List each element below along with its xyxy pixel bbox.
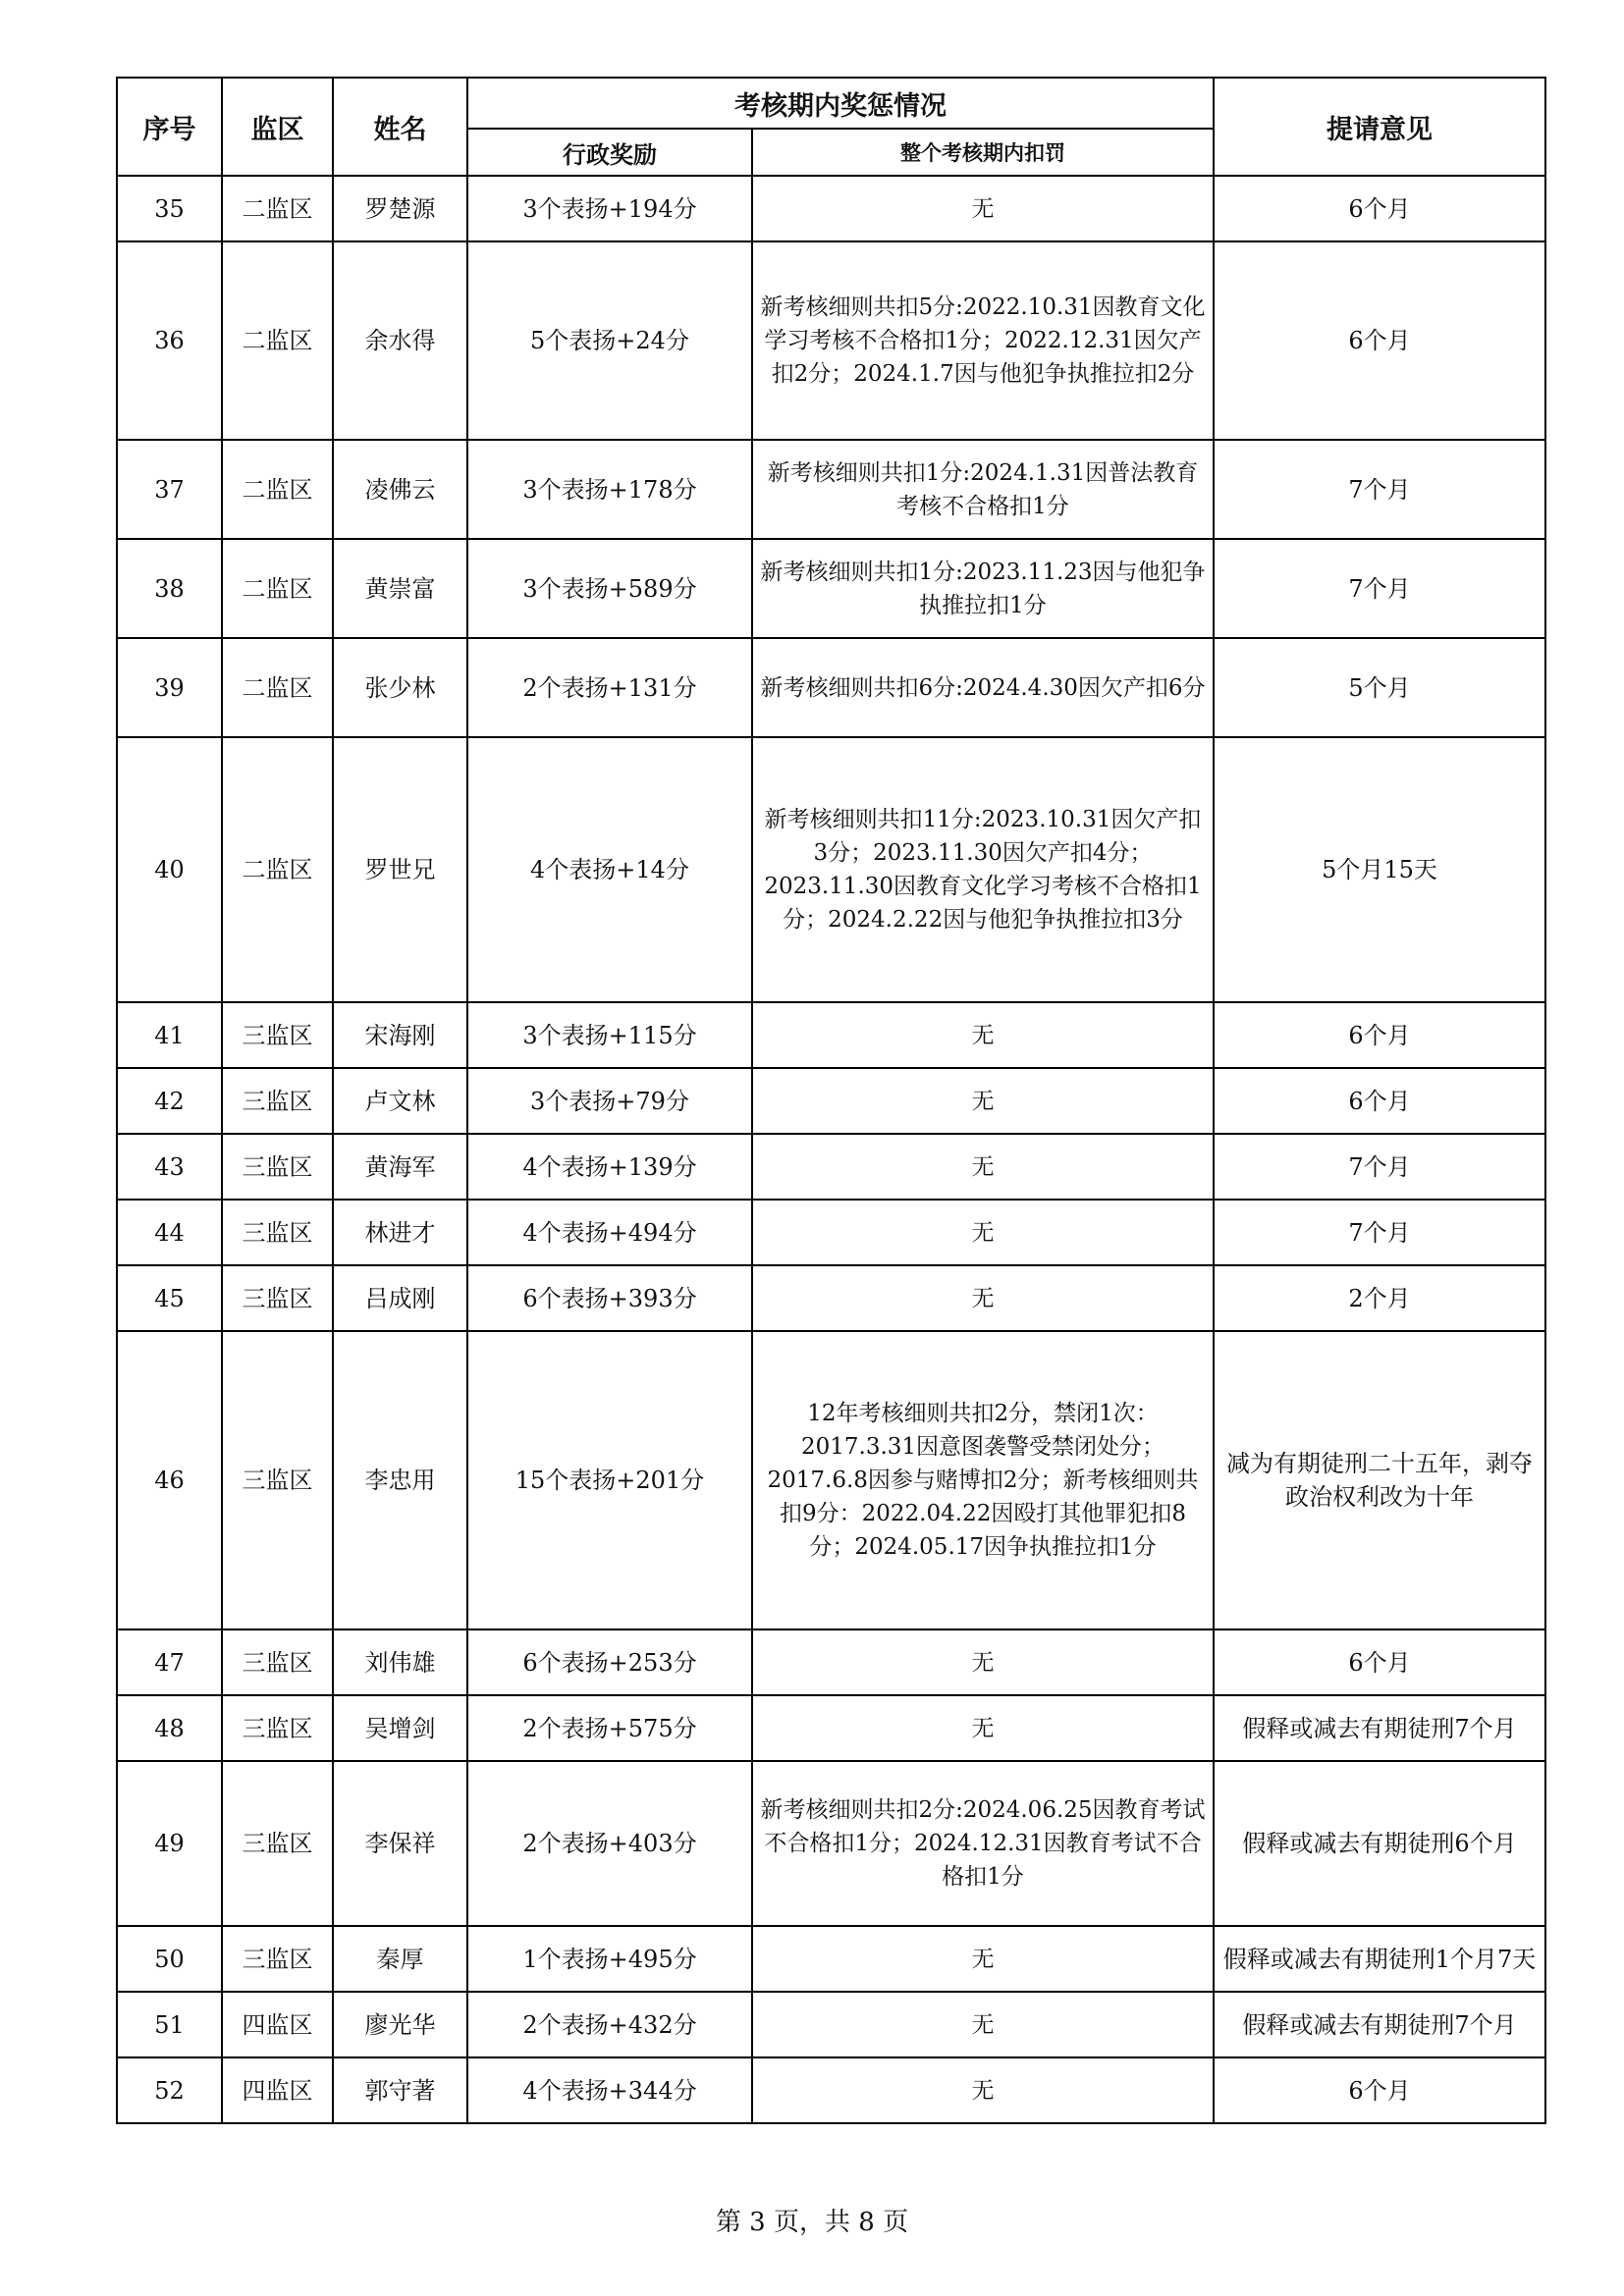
cell-seq: 45 xyxy=(117,1265,222,1331)
cell-opinion: 6个月 xyxy=(1214,1002,1545,1068)
cell-area: 四监区 xyxy=(222,2057,333,2123)
cell-penalty: 无 xyxy=(752,1265,1214,1331)
cell-seq: 51 xyxy=(117,1992,222,2057)
cell-name: 黄海军 xyxy=(333,1134,467,1200)
cell-opinion: 假释或减去有期徒刑1个月7天 xyxy=(1214,1926,1545,1992)
cell-name: 吕成刚 xyxy=(333,1265,467,1331)
cell-penalty: 无 xyxy=(752,1200,1214,1265)
cell-seq: 40 xyxy=(117,737,222,1002)
cell-opinion: 减为有期徒刑二十五年，剥夺政治权利改为十年 xyxy=(1214,1331,1545,1629)
cell-area: 三监区 xyxy=(222,1695,333,1761)
cell-reward: 6个表扬+253分 xyxy=(467,1629,752,1695)
cell-reward: 3个表扬+178分 xyxy=(467,440,752,539)
cell-area: 二监区 xyxy=(222,737,333,1002)
cell-seq: 43 xyxy=(117,1134,222,1200)
cell-reward: 3个表扬+79分 xyxy=(467,1068,752,1134)
cell-penalty: 无 xyxy=(752,1134,1214,1200)
cell-area: 三监区 xyxy=(222,1265,333,1331)
cell-seq: 44 xyxy=(117,1200,222,1265)
cell-opinion: 5个月15天 xyxy=(1214,737,1545,1002)
cell-penalty: 新考核细则共扣1分:2024.1.31因普法教育考核不合格扣1分 xyxy=(752,440,1214,539)
cell-area: 三监区 xyxy=(222,1002,333,1068)
cell-reward: 4个表扬+494分 xyxy=(467,1200,752,1265)
cell-penalty: 无 xyxy=(752,1992,1214,2057)
table-row xyxy=(117,1926,1545,1992)
cell-penalty: 新考核细则共扣1分:2023.11.23因与他犯争执推拉扣1分 xyxy=(752,539,1214,638)
header-area: 监区 xyxy=(222,78,333,176)
table-row xyxy=(117,1695,1545,1761)
cell-penalty: 无 xyxy=(752,176,1214,241)
cell-seq: 39 xyxy=(117,638,222,737)
cell-area: 三监区 xyxy=(222,1926,333,1992)
cell-name: 林进才 xyxy=(333,1200,467,1265)
cell-seq: 50 xyxy=(117,1926,222,1992)
cell-penalty: 新考核细则共扣11分:2023.10.31因欠产扣3分；2023.11.30因欠产扣4分；2023.11.30因教育文化学习考核不合格扣1分；2024.2.22因与他犯争执推拉扣3分 xyxy=(752,737,1214,1002)
cell-name: 郭守著 xyxy=(333,2057,467,2123)
cell-area: 三监区 xyxy=(222,1134,333,1200)
cell-opinion: 假释或减去有期徒刑6个月 xyxy=(1214,1761,1545,1926)
header-penalty: 整个考核期内扣罚 xyxy=(752,129,1214,176)
cell-seq: 36 xyxy=(117,241,222,440)
table-body xyxy=(117,176,1545,2123)
cell-seq: 35 xyxy=(117,176,222,241)
cell-name: 廖光华 xyxy=(333,1992,467,2057)
cell-seq: 48 xyxy=(117,1695,222,1761)
cell-seq: 41 xyxy=(117,1002,222,1068)
cell-seq: 49 xyxy=(117,1761,222,1926)
cell-name: 罗世兄 xyxy=(333,737,467,1002)
header-seq: 序号 xyxy=(117,78,222,176)
cell-opinion: 6个月 xyxy=(1214,2057,1545,2123)
cell-reward: 2个表扬+131分 xyxy=(467,638,752,737)
cell-seq: 38 xyxy=(117,539,222,638)
cell-name: 黄崇富 xyxy=(333,539,467,638)
cell-opinion: 7个月 xyxy=(1214,1200,1545,1265)
table-row xyxy=(117,1761,1545,1926)
cell-seq: 42 xyxy=(117,1068,222,1134)
cell-seq: 52 xyxy=(117,2057,222,2123)
header-name: 姓名 xyxy=(333,78,467,176)
table-header xyxy=(117,78,1545,176)
cell-reward: 3个表扬+115分 xyxy=(467,1002,752,1068)
cell-area: 三监区 xyxy=(222,1331,333,1629)
cell-name: 刘伟雄 xyxy=(333,1629,467,1695)
cell-area: 三监区 xyxy=(222,1200,333,1265)
cell-reward: 15个表扬+201分 xyxy=(467,1331,752,1629)
cell-opinion: 6个月 xyxy=(1214,241,1545,440)
table-row xyxy=(117,1200,1545,1265)
cell-name: 罗楚源 xyxy=(333,176,467,241)
table-row xyxy=(117,1992,1545,2057)
cell-name: 凌佛云 xyxy=(333,440,467,539)
cell-name: 李保祥 xyxy=(333,1761,467,1926)
table-row xyxy=(117,2057,1545,2123)
cell-opinion: 假释或减去有期徒刑7个月 xyxy=(1214,1992,1545,2057)
header-reward: 行政奖励 xyxy=(467,129,752,176)
table-row xyxy=(117,539,1545,638)
cell-name: 余水得 xyxy=(333,241,467,440)
table-row xyxy=(117,1629,1545,1695)
cell-area: 二监区 xyxy=(222,440,333,539)
cell-area: 三监区 xyxy=(222,1068,333,1134)
cell-reward: 3个表扬+589分 xyxy=(467,539,752,638)
cell-area: 四监区 xyxy=(222,1992,333,2057)
table-row xyxy=(117,638,1545,737)
cell-reward: 2个表扬+403分 xyxy=(467,1761,752,1926)
table-row xyxy=(117,440,1545,539)
cell-penalty: 新考核细则共扣2分:2024.06.25因教育考试不合格扣1分；2024.12.31因教育考试不合格扣1分 xyxy=(752,1761,1214,1926)
cell-reward: 4个表扬+344分 xyxy=(467,2057,752,2123)
cell-reward: 3个表扬+194分 xyxy=(467,176,752,241)
table-row xyxy=(117,1068,1545,1134)
cell-name: 宋海刚 xyxy=(333,1002,467,1068)
cell-area: 二监区 xyxy=(222,176,333,241)
cell-name: 卢文林 xyxy=(333,1068,467,1134)
header-reward-penalty-group: 考核期内奖惩情况 xyxy=(467,78,1214,129)
cell-reward: 5个表扬+24分 xyxy=(467,241,752,440)
cell-opinion: 7个月 xyxy=(1214,440,1545,539)
cell-penalty: 新考核细则共扣5分:2022.10.31因教育文化学习考核不合格扣1分；2022.12.31因欠产扣2分；2024.1.7因与他犯争执推拉扣2分 xyxy=(752,241,1214,440)
table-row xyxy=(117,1002,1545,1068)
cell-opinion: 7个月 xyxy=(1214,1134,1545,1200)
table-row xyxy=(117,176,1545,241)
cell-area: 二监区 xyxy=(222,241,333,440)
cell-reward: 1个表扬+495分 xyxy=(467,1926,752,1992)
table-row xyxy=(117,241,1545,440)
cell-penalty: 无 xyxy=(752,1629,1214,1695)
cell-opinion: 假释或减去有期徒刑7个月 xyxy=(1214,1695,1545,1761)
cell-name: 秦厚 xyxy=(333,1926,467,1992)
cell-reward: 6个表扬+393分 xyxy=(467,1265,752,1331)
table-row xyxy=(117,1331,1545,1629)
cell-name: 李忠用 xyxy=(333,1331,467,1629)
cell-name: 吴增剑 xyxy=(333,1695,467,1761)
cell-penalty: 无 xyxy=(752,1926,1214,1992)
cell-reward: 2个表扬+432分 xyxy=(467,1992,752,2057)
cell-penalty: 新考核细则共扣6分:2024.4.30因欠产扣6分 xyxy=(752,638,1214,737)
page-number: 第 3 页，共 8 页 xyxy=(715,2208,909,2237)
cell-opinion: 2个月 xyxy=(1214,1265,1545,1331)
cell-opinion: 7个月 xyxy=(1214,539,1545,638)
cell-reward: 2个表扬+575分 xyxy=(467,1695,752,1761)
table-row xyxy=(117,737,1545,1002)
cell-opinion: 5个月 xyxy=(1214,638,1545,737)
cell-seq: 47 xyxy=(117,1629,222,1695)
cell-opinion: 6个月 xyxy=(1214,1629,1545,1695)
cell-penalty: 无 xyxy=(752,1002,1214,1068)
table-row xyxy=(117,1265,1545,1331)
cell-area: 三监区 xyxy=(222,1761,333,1926)
cell-opinion: 6个月 xyxy=(1214,1068,1545,1134)
cell-name: 张少林 xyxy=(333,638,467,737)
commutation-table xyxy=(116,77,1546,2124)
cell-penalty: 无 xyxy=(752,1068,1214,1134)
cell-reward: 4个表扬+139分 xyxy=(467,1134,752,1200)
cell-reward: 4个表扬+14分 xyxy=(467,737,752,1002)
cell-seq: 37 xyxy=(117,440,222,539)
header-opinion: 提请意见 xyxy=(1214,78,1545,176)
cell-penalty: 无 xyxy=(752,1695,1214,1761)
cell-penalty: 无 xyxy=(752,2057,1214,2123)
cell-area: 二监区 xyxy=(222,539,333,638)
table-row xyxy=(117,1134,1545,1200)
cell-area: 二监区 xyxy=(222,638,333,737)
cell-opinion: 6个月 xyxy=(1214,176,1545,241)
cell-seq: 46 xyxy=(117,1331,222,1629)
cell-penalty: 12年考核细则共扣2分，禁闭1次：2017.3.31因意图袭警受禁闭处分；2017.6.8因参与赌博扣2分；新考核细则共扣9分：2022.04.22因殴打其他罪犯扣8分；2024.05.17因争执推拉扣1分 xyxy=(752,1331,1214,1629)
cell-area: 三监区 xyxy=(222,1629,333,1695)
